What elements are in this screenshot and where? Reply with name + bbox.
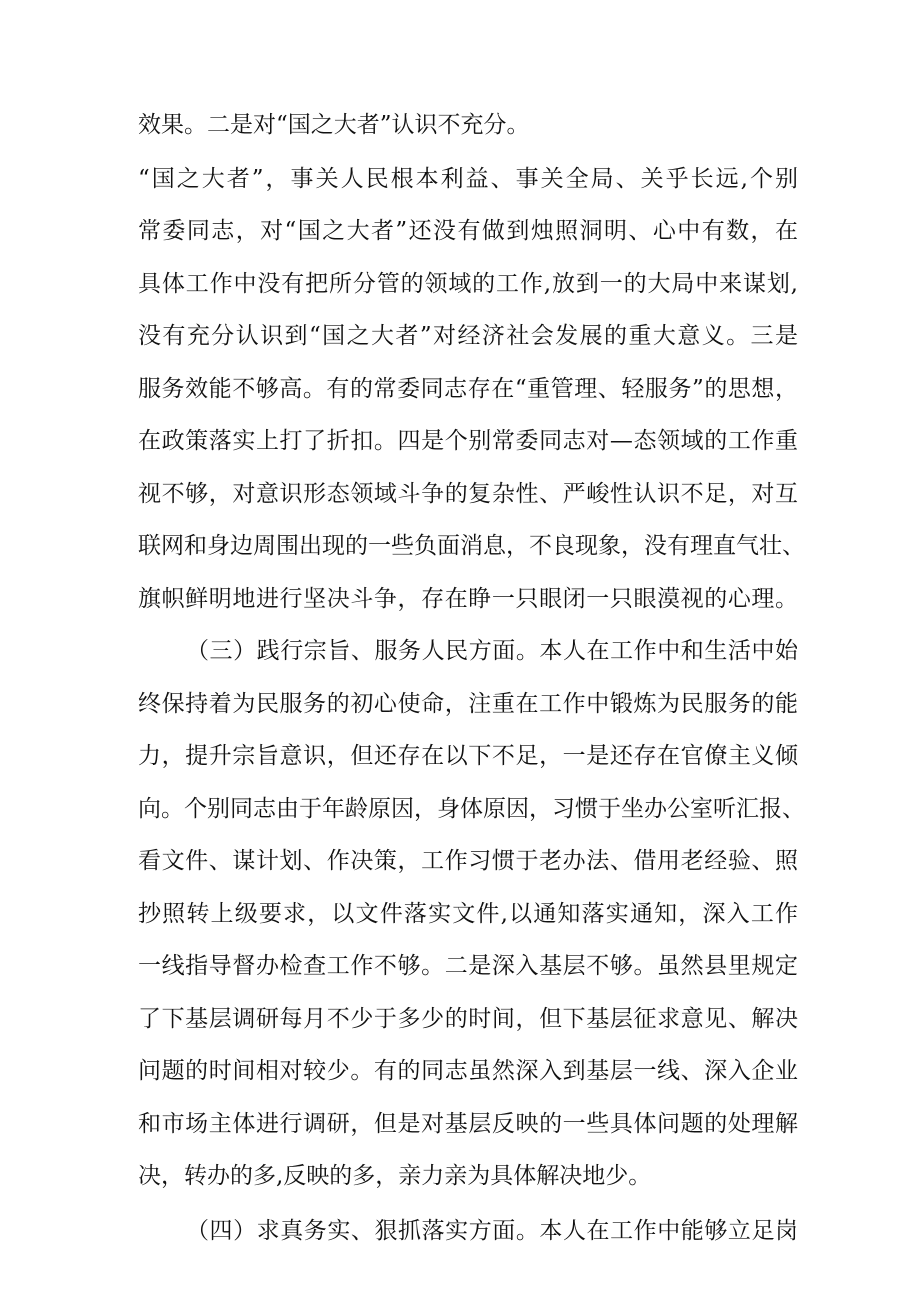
text-line: 了下基层调研每月不少于多少的时间，但下基层征求意见、解决 (138, 1006, 798, 1032)
text-line: 看文件、谋计划、作决策，工作习惯于老办法、借用老经验、照 (138, 848, 798, 874)
text-line: 没有充分认识到“国之大者”对经济社会发展的重大意义。三是 (138, 323, 798, 349)
text-line: 和市场主体进行调研，但是对基层反映的一些具体问题的处理解 (138, 1111, 798, 1137)
text-line: 抄照转上级要求，以文件落实文件,以通知落实通知，深入工作 (138, 901, 798, 927)
text-line: 决，转办的多,反映的多，亲力亲为具体解决地少。 (138, 1163, 652, 1189)
text-line: 服务效能不够高。有的常委同志存在“重管理、轻服务”的思想， (138, 376, 798, 402)
text-line: 具体工作中没有把所分管的领域的工作,放到一的大局中来谋划, (138, 271, 798, 297)
text-line: “国之大者”，事关人民根本利益、事关全局、关乎长远,个别 (138, 166, 798, 192)
text-line: 终保持着为民服务的初心使命，注重在工作中锻炼为民服务的能 (138, 691, 798, 717)
text-line: 问题的时间相对较少。有的同志虽然深入到基层一线、深入企业 (138, 1058, 798, 1084)
text-line: 向。个别同志由于年龄原因，身体原因，习惯于坐办公室听汇报、 (138, 796, 805, 822)
text-line: 在政策落实上打了折扣。四是个别常委同志对—态领域的工作重 (138, 428, 798, 454)
text-line: 常委同志，对“国之大者”还没有做到烛照洞明、心中有数，在 (138, 218, 798, 244)
text-line: 力，提升宗旨意识，但还存在以下不足，一是还存在官僚主义倾 (138, 743, 798, 769)
text-line: 一线指导督办检查工作不够。二是深入基层不够。虽然县里规定 (138, 953, 798, 979)
text-line: 效果。二是对“国之大者”认识不充分。 (138, 112, 530, 138)
text-line: （四）求真务实、狠抓落实方面。本人在工作中能够立足岗 (186, 1218, 798, 1244)
text-line: 旗帜鲜明地进行坚决斗争，存在睁一只眼闭一只眼漠视的心理。 (138, 586, 798, 612)
text-line: 视不够，对意识形态领域斗争的复杂性、严峻性认识不足，对互 (138, 481, 798, 507)
text-line: 联网和身边周围出现的一些负面消息，不良现象，没有理直气壮、 (138, 533, 805, 559)
text-line: （三）践行宗旨、服务人民方面。本人在工作中和生活中始 (186, 638, 798, 664)
